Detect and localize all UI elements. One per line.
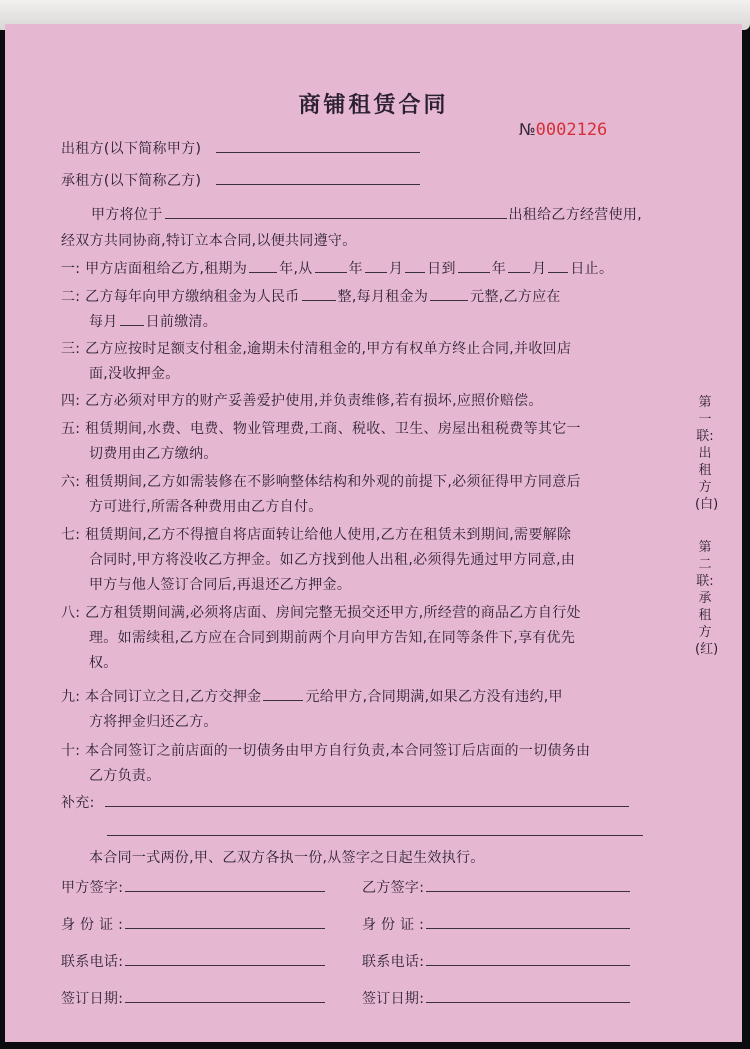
lessee-name-field[interactable] <box>216 170 420 185</box>
contract-sheet <box>5 24 742 1042</box>
clause-text: 本合同签订之前店面的一切债务由甲方自行负责,本合同签订后店面的一切债务由 <box>85 743 591 759</box>
start-day-field[interactable] <box>405 258 425 273</box>
clause-3 <box>61 338 571 358</box>
intro-text: 出租给乙方经营使用, <box>508 207 642 223</box>
lessor-id-field[interactable] <box>125 914 325 929</box>
lessee-phone-row <box>362 951 632 971</box>
clause-7-line-3: 甲方与他人签订合同后,再退还乙方押金。 <box>89 577 352 593</box>
clause-text: 元给甲方,合同期满,如果乙方没有违约,甲 <box>305 689 563 705</box>
clause-number: 五: <box>61 421 81 437</box>
clause-text: 乙方租赁期间满,必须将店面、房间完整无损交还甲方,所经营的商品乙方自行处 <box>85 605 581 621</box>
closing-statement: 本合同一式两份,甲、乙双方各执一份,从签字之日起生效执行。 <box>89 850 485 866</box>
clause-number: 二: <box>61 289 81 305</box>
clause-number: 八: <box>61 605 81 621</box>
lessee-phone-field[interactable] <box>426 951 630 966</box>
lessee-row <box>61 170 422 190</box>
payment-day-field[interactable] <box>120 311 144 326</box>
clause-8-line-3: 权。 <box>89 655 118 671</box>
clause-2-line-2 <box>89 311 217 331</box>
clause-text: 甲方店面租给乙方,租期为 <box>85 261 248 277</box>
lessor-signature-label: 甲方签字: <box>61 880 124 896</box>
clause-text: 每月 <box>89 314 118 330</box>
supplement-field-2[interactable] <box>107 821 643 836</box>
lessee-id-row <box>362 914 632 934</box>
lessee-phone-label: 联系电话: <box>362 954 425 970</box>
copy-1-note: 第一联:出租方(白) <box>695 395 719 512</box>
clause-text: 元整,乙方应在 <box>470 289 561 305</box>
lessee-signature-field[interactable] <box>426 877 630 892</box>
lessee-id-label: 身 份 证 : <box>362 917 425 933</box>
clause-number: 七: <box>61 527 81 543</box>
serial-prefix: № <box>519 120 536 139</box>
clause-2 <box>61 286 561 306</box>
clause-5-line-2: 切费用由乙方缴纳。 <box>89 446 218 462</box>
clause-text: 乙方必须对甲方的财产妥善爱护使用,并负责维修,若有损坏,应照价赔偿。 <box>85 393 543 409</box>
clause-text: 租赁期间,水费、电费、物业管理费,工商、税收、卫生、房屋出租税费等其它一 <box>85 421 581 437</box>
intro-text: 甲方将位于 <box>91 207 163 223</box>
clause-10 <box>61 740 590 760</box>
clause-8 <box>61 602 581 622</box>
clause-1 <box>61 258 613 278</box>
lessor-id-label: 身 份 证 : <box>61 917 124 933</box>
serial-digits: 0002126 <box>535 120 608 140</box>
clause-text: 日前缴清。 <box>145 314 218 330</box>
clause-text: 月 <box>532 261 547 277</box>
end-year-field[interactable] <box>458 258 490 273</box>
clause-text: 年 <box>348 261 363 277</box>
clause-number: 六: <box>61 474 81 490</box>
clause-text: 日到 <box>427 261 456 277</box>
clause-number: 九: <box>61 689 81 705</box>
lessee-label: 承租方(以下简称乙方) <box>61 173 202 189</box>
clause-3-line-2: 面,没收押金。 <box>89 366 180 382</box>
lessee-signature-row <box>362 877 632 897</box>
clause-text: 乙方应按时足额支付租金,逾期未付清租金的,甲方有权单方终止合同,并收回店 <box>85 341 572 357</box>
clause-text: 年,从 <box>279 261 313 277</box>
lease-years-field[interactable] <box>249 258 277 273</box>
property-location-field[interactable] <box>165 204 507 219</box>
clause-5 <box>61 418 581 438</box>
lessor-date-row <box>61 988 327 1008</box>
deposit-amount-field[interactable] <box>263 686 303 701</box>
clause-text: 乙方每年向甲方缴纳租金为人民币 <box>85 289 300 305</box>
supplement-row-2 <box>105 821 645 840</box>
clause-8-line-2: 理。如需续租,乙方应在合同到期前两个月向甲方告知,在同等条件下,享有优先 <box>89 630 576 646</box>
supplement-row <box>61 792 631 812</box>
clause-9 <box>61 686 563 706</box>
annual-rent-field[interactable] <box>302 286 336 301</box>
lessor-date-field[interactable] <box>125 988 325 1003</box>
clause-text: 月 <box>388 261 404 277</box>
intro-line-1 <box>91 204 642 224</box>
clause-6-line-2: 方可进行,所需各种费用由乙方自付。 <box>89 499 323 515</box>
lessee-date-label: 签订日期: <box>362 991 425 1007</box>
lessor-phone-row <box>61 951 327 971</box>
clause-number: 十: <box>61 743 81 759</box>
lessee-date-field[interactable] <box>426 988 630 1003</box>
lessor-row <box>61 138 422 158</box>
lessor-signature-row <box>61 877 327 897</box>
clause-9-line-2: 方将押金归还乙方。 <box>89 714 218 730</box>
clause-number: 三: <box>61 341 81 357</box>
lessee-date-row <box>362 988 632 1008</box>
lessor-phone-label: 联系电话: <box>61 954 124 970</box>
clause-number: 一: <box>61 261 81 277</box>
clause-10-line-2: 乙方负责。 <box>89 768 161 784</box>
clause-text: 日止。 <box>570 261 614 277</box>
supplement-field-1[interactable] <box>105 792 629 807</box>
lessee-id-field[interactable] <box>426 914 630 929</box>
clause-text: 租赁期间,乙方如需装修在不影响整体结构和外观的前提下,必须征得甲方同意后 <box>85 474 581 490</box>
clause-7 <box>61 524 571 544</box>
lessee-signature-label: 乙方签字: <box>362 880 425 896</box>
clause-7-line-2: 合同时,甲方将没收乙方押金。如乙方找到他人出租,必须得先通过甲方同意,由 <box>89 552 576 568</box>
contract-title: 商铺租赁合同 <box>298 92 449 118</box>
supplement-label: 补充: <box>61 795 95 811</box>
intro-line-2: 经双方共同协商,特订立本合同,以便共同遵守。 <box>61 233 357 249</box>
end-month-field[interactable] <box>508 258 530 273</box>
clause-text: 租赁期间,乙方不得擅自将店面转让给他人使用,乙方在租赁未到期间,需要解除 <box>85 527 572 543</box>
start-month-field[interactable] <box>365 258 387 273</box>
copy-designation-note <box>695 394 719 658</box>
end-day-field[interactable] <box>548 258 568 273</box>
clause-text: 整,每月租金为 <box>337 289 429 305</box>
lessor-name-field[interactable] <box>216 138 420 153</box>
lessor-signature-field[interactable] <box>125 877 325 892</box>
monthly-rent-field[interactable] <box>430 286 468 301</box>
serial-number <box>519 120 607 140</box>
lessor-phone-field[interactable] <box>125 951 325 966</box>
copy-2-note: 第二联:承租方(红) <box>695 540 719 657</box>
lessor-label: 出租方(以下简称甲方) <box>61 141 202 157</box>
clause-4 <box>61 390 543 410</box>
lessor-date-label: 签订日期: <box>61 991 124 1007</box>
clause-number: 四: <box>61 393 81 409</box>
lessor-id-row <box>61 914 327 934</box>
clause-6 <box>61 471 581 491</box>
start-year-field[interactable] <box>315 258 347 273</box>
clause-text: 年 <box>491 261 507 277</box>
clause-text: 本合同订立之日,乙方交押金 <box>85 689 262 705</box>
